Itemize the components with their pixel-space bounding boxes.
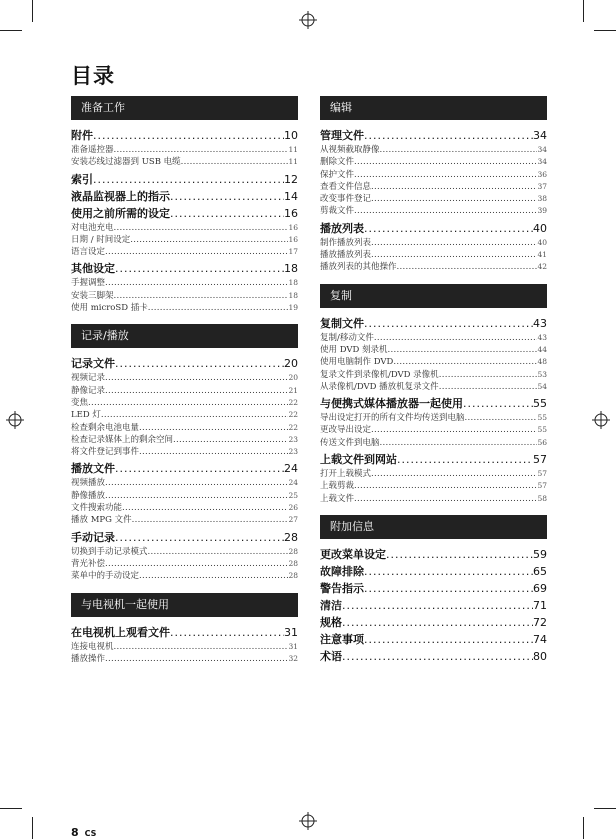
section-header: 复制 — [320, 284, 547, 308]
toc-subentry-title: 使用 DVD 刻录机 — [320, 344, 388, 355]
toc-entry-title: 液晶监视器上的指示 — [71, 189, 170, 203]
toc-subentry[interactable] — [71, 502, 298, 514]
toc-leader — [148, 546, 289, 558]
toc-leader — [132, 514, 289, 526]
toc-entry-page: 40 — [533, 221, 547, 235]
toc-subentry-title: 保护文件 — [320, 169, 355, 180]
toc-subentry-title: 上载剪裁 — [320, 481, 355, 492]
toc-leader — [170, 205, 284, 222]
toc-subentry-title: 文件搜索功能 — [71, 503, 123, 514]
toc-leader — [439, 381, 538, 393]
toc-leader — [374, 332, 538, 344]
toc-leader — [371, 249, 537, 261]
toc-subentry-title: 打开上载模式 — [320, 469, 372, 480]
toc-entry[interactable] — [320, 580, 547, 597]
toc-leader — [114, 290, 289, 302]
toc-entry-page: 14 — [284, 189, 298, 203]
toc-entry[interactable] — [71, 355, 298, 372]
toc-subentry-title: 视频播放 — [71, 478, 106, 489]
toc-leader — [380, 437, 538, 449]
toc-leader — [371, 237, 537, 249]
toc-subentry[interactable] — [71, 246, 298, 258]
toc-leader — [105, 477, 288, 489]
toc-leader — [371, 468, 537, 480]
toc-subentry-page: 28 — [288, 546, 298, 556]
toc-entry-page: 16 — [284, 206, 298, 220]
toc-subentry-page: 41 — [537, 250, 547, 260]
toc-subentry-page: 42 — [537, 262, 547, 272]
toc-leader — [114, 144, 289, 156]
toc-right-column — [320, 96, 547, 665]
toc-leader — [105, 558, 288, 570]
toc-subentry-title: 将文件登记到事件 — [71, 447, 140, 458]
toc-entry-title: 记录文件 — [71, 357, 115, 371]
toc-subentry-page: 28 — [288, 571, 298, 581]
toc-entry[interactable] — [71, 529, 298, 546]
toc-subentry-title: 使用电脑制作 DVD — [320, 357, 394, 368]
toc-leader — [354, 156, 537, 168]
toc-entry-page: 20 — [284, 357, 298, 371]
toc-subentry-title: 播放播放列表 — [320, 250, 372, 261]
toc-subentry[interactable] — [71, 422, 298, 434]
toc-subentry-title: 播放操作 — [71, 653, 106, 664]
toc-subentry-page: 39 — [537, 206, 547, 216]
toc-subentry[interactable] — [320, 480, 547, 492]
toc-subentry-title: 使用 microSD 插卡 — [71, 303, 148, 314]
toc-subentry-page: 58 — [537, 493, 547, 503]
toc-leader — [364, 220, 533, 237]
toc-subentry-page: 32 — [288, 653, 298, 663]
toc-subentry-title: 语言设定 — [71, 247, 106, 258]
toc-subentry[interactable] — [320, 424, 547, 436]
toc-entry-page: 59 — [533, 547, 547, 561]
toc-subentry-page: 11 — [288, 145, 298, 154]
toc-entry[interactable] — [71, 127, 298, 144]
toc-entry[interactable] — [71, 624, 298, 641]
toc-subentry-title: 从录像机/DVD 播放机复录文件 — [320, 381, 439, 392]
toc-subentry-title: 改变事件登记 — [320, 194, 372, 205]
toc-leader — [115, 355, 284, 372]
toc-subentry-title: 连接电视机 — [71, 641, 114, 652]
registration-mark-icon — [592, 411, 610, 429]
toc-entry-page: 34 — [533, 129, 547, 142]
section-header: 编辑 — [320, 96, 547, 120]
toc-subentry-page: 11 — [288, 157, 298, 167]
toc-section — [320, 284, 547, 505]
toc-leader — [354, 493, 537, 505]
toc-subentry[interactable] — [320, 193, 547, 205]
toc-leader — [364, 631, 533, 648]
toc-subentry[interactable] — [320, 156, 547, 168]
toc-subentry[interactable] — [320, 437, 547, 449]
toc-entry-title: 播放文件 — [71, 462, 115, 476]
toc-leader — [170, 188, 284, 205]
toc-left-column — [71, 96, 298, 665]
toc-subentry-page: 34 — [537, 157, 547, 167]
toc-leader — [122, 502, 288, 514]
toc-subentry-title: 安装芯线过滤器到 USB 电缆 — [71, 157, 181, 168]
toc-entry-title: 故障排除 — [320, 564, 364, 578]
toc-entry-page: 80 — [533, 649, 547, 663]
toc-leader — [105, 490, 288, 502]
toc-section — [71, 593, 298, 666]
toc-subentry-page: 19 — [288, 303, 298, 313]
toc-leader — [371, 181, 537, 193]
section-header: 附加信息 — [320, 515, 547, 539]
toc-subentry-page: 48 — [537, 357, 547, 367]
toc-subentry[interactable] — [320, 261, 547, 273]
toc-leader — [105, 277, 288, 289]
toc-subentry[interactable] — [71, 653, 298, 665]
toc-subentry-title: LED 灯 — [71, 410, 101, 421]
toc-entry-page: 43 — [533, 316, 547, 330]
toc-leader — [354, 169, 537, 181]
toc-subentry[interactable] — [320, 493, 547, 505]
toc-subentry[interactable] — [71, 477, 298, 489]
toc-subentry-page: 16 — [288, 234, 298, 244]
toc-entry[interactable] — [320, 614, 547, 631]
page-number: 8 — [71, 826, 79, 839]
toc-leader — [148, 302, 289, 314]
toc-subentry[interactable] — [320, 356, 547, 368]
toc-subentry-page: 16 — [288, 222, 298, 232]
toc-leader — [181, 156, 289, 168]
toc-subentry[interactable] — [320, 144, 547, 156]
toc-leader — [388, 344, 538, 356]
toc-subentry[interactable] — [71, 302, 298, 314]
toc-entry-page: 69 — [533, 581, 547, 595]
toc-subentry-page: 22 — [288, 410, 298, 420]
toc-subentry[interactable] — [320, 181, 547, 193]
toc-entry-title: 索引 — [71, 172, 93, 186]
toc-leader — [105, 246, 288, 258]
toc-leader — [88, 397, 288, 409]
toc-subentry[interactable] — [71, 570, 298, 582]
toc-leader — [354, 480, 537, 492]
toc-entry[interactable] — [320, 597, 547, 614]
toc-subentry-page: 43 — [537, 332, 547, 342]
toc-leader — [170, 624, 284, 641]
toc-leader — [130, 234, 288, 246]
toc-subentry[interactable] — [320, 344, 547, 356]
registration-mark-icon — [6, 411, 24, 429]
toc-subentry[interactable] — [71, 372, 298, 384]
toc-leader — [371, 424, 537, 436]
toc-leader — [393, 356, 537, 368]
toc-entry-page: 72 — [533, 615, 547, 629]
toc-entry-title: 注意事项 — [320, 632, 364, 646]
toc-leader — [115, 260, 284, 277]
toc-entry-page: 12 — [284, 172, 298, 186]
toc-leader — [139, 446, 288, 458]
toc-subentry[interactable] — [320, 205, 547, 217]
toc-entry-page: 28 — [284, 530, 298, 544]
toc-entry-title: 手动记录 — [71, 530, 115, 544]
toc-subentry-page: 55 — [537, 425, 547, 435]
toc-subentry[interactable] — [71, 409, 298, 421]
toc-subentry[interactable] — [320, 369, 547, 381]
toc-subentry-page: 20 — [288, 373, 298, 383]
toc-leader — [386, 546, 533, 563]
toc-subentry-title: 安装三脚架 — [71, 290, 114, 301]
registration-mark-icon — [299, 812, 317, 830]
toc-leader — [342, 648, 533, 665]
toc-leader — [93, 171, 284, 188]
toc-entry[interactable] — [71, 260, 298, 277]
toc-leader — [105, 372, 288, 384]
toc-leader — [101, 409, 289, 421]
toc-subentry-page: 40 — [537, 237, 547, 247]
toc-leader — [364, 563, 533, 580]
toc-leader — [139, 570, 288, 582]
toc-subentry[interactable] — [71, 222, 298, 234]
toc-subentry-page: 44 — [537, 344, 547, 354]
toc-subentry-page: 21 — [288, 385, 298, 395]
toc-subentry-page: 53 — [537, 369, 547, 379]
toc-entry[interactable] — [71, 188, 298, 205]
toc-entry-title: 更改菜单设定 — [320, 547, 386, 561]
toc-entry-title: 使用之前所需的设定 — [71, 206, 170, 220]
toc-entry-page: 65 — [533, 564, 547, 578]
toc-subentry-page: 27 — [288, 515, 298, 525]
toc-section — [71, 96, 298, 314]
toc-subentry[interactable] — [71, 144, 298, 156]
toc-leader — [439, 369, 538, 381]
toc-subentry[interactable] — [71, 641, 298, 653]
toc-subentry[interactable] — [71, 434, 298, 446]
toc-subentry-title: 删除文件 — [320, 157, 355, 168]
toc-leader — [463, 395, 533, 412]
toc-subentry-title: 查看文件信息 — [320, 181, 372, 192]
toc-leader — [115, 460, 284, 477]
toc-subentry-page: 37 — [537, 181, 547, 191]
toc-subentry[interactable] — [71, 385, 298, 397]
toc-subentry[interactable] — [71, 234, 298, 246]
toc-subentry-title: 手握调整 — [71, 278, 106, 289]
toc-subentry-page: 57 — [537, 469, 547, 479]
toc-entry-title: 与便携式媒体播放器一起使用 — [320, 397, 463, 411]
toc-subentry-title: 日期 / 时间设定 — [71, 234, 131, 245]
toc-entry[interactable] — [320, 127, 547, 144]
toc-entry[interactable] — [320, 451, 547, 468]
toc-subentry-page: 55 — [537, 413, 547, 423]
toc-subentry[interactable] — [320, 412, 547, 424]
toc-subentry-title: 检查剩余电池电量 — [71, 422, 140, 433]
toc-subentry[interactable] — [320, 169, 547, 181]
toc-entry[interactable] — [71, 205, 298, 222]
toc-subentry[interactable] — [71, 490, 298, 502]
toc-entry[interactable] — [320, 395, 547, 412]
toc-subentry-title: 切换到手动记录模式 — [71, 546, 148, 557]
toc-subentry[interactable] — [71, 546, 298, 558]
toc-section — [320, 515, 547, 665]
toc-subentry[interactable] — [71, 397, 298, 409]
toc-subentry-page: 54 — [537, 381, 547, 391]
toc-leader — [397, 451, 533, 468]
section-header: 与电视机一起使用 — [71, 593, 298, 617]
toc-entry-title: 附件 — [71, 129, 93, 142]
toc-entry-page: 55 — [533, 397, 547, 411]
toc-subentry[interactable] — [71, 514, 298, 526]
toc-leader — [397, 261, 538, 273]
toc-subentry-title: 背光补偿 — [71, 558, 106, 569]
toc-subentry-title: 检查记录媒体上的剩余空间 — [71, 434, 174, 445]
toc-leader — [105, 653, 288, 665]
toc-subentry-page: 18 — [288, 278, 298, 288]
toc-entry[interactable] — [320, 315, 547, 332]
toc-entry-page: 18 — [284, 262, 298, 276]
toc-entry-page: 57 — [533, 453, 547, 467]
toc-subentry-title: 传送文件到电脑 — [320, 437, 380, 448]
toc-entry-page: 71 — [533, 598, 547, 612]
toc-subentry[interactable] — [320, 237, 547, 249]
toc-subentry[interactable] — [71, 558, 298, 570]
toc-subentry-page: 24 — [288, 478, 298, 488]
toc-entry-title: 上载文件到网站 — [320, 453, 397, 467]
toc-leader — [364, 315, 533, 332]
toc-subentry-title: 更改导出设定 — [320, 425, 372, 436]
toc-subentry-page: 56 — [537, 437, 547, 447]
toc-subentry-page: 17 — [288, 247, 298, 257]
toc-subentry-page: 34 — [537, 145, 547, 154]
toc-entry-title: 其他设定 — [71, 262, 115, 276]
toc-subentry[interactable] — [71, 446, 298, 458]
toc-subentry-page: 23 — [288, 447, 298, 457]
toc-subentry-page: 28 — [288, 558, 298, 568]
toc-entry-title: 清洁 — [320, 598, 342, 612]
toc-entry-title: 播放列表 — [320, 221, 364, 235]
toc-subentry-page: 25 — [288, 490, 298, 500]
toc-section — [320, 96, 547, 274]
toc-subentry-page: 22 — [288, 397, 298, 407]
page-title: 目录 — [71, 64, 115, 88]
toc-subentry-title: 静像播放 — [71, 490, 106, 501]
toc-subentry[interactable] — [71, 277, 298, 289]
toc-leader — [173, 434, 288, 446]
section-header: 记录/播放 — [71, 324, 298, 348]
toc-entry[interactable] — [320, 546, 547, 563]
toc-subentry-title: 剪裁文件 — [320, 206, 355, 217]
toc-entry[interactable] — [71, 171, 298, 188]
toc-subentry-page: 18 — [288, 290, 298, 300]
toc-leader — [354, 205, 537, 217]
toc-subentry-page: 23 — [288, 434, 298, 444]
toc-leader — [105, 385, 288, 397]
toc-entry-title: 规格 — [320, 615, 342, 629]
toc-subentry-page: 26 — [288, 503, 298, 513]
toc-leader — [364, 580, 533, 597]
toc-subentry-title: 从视频截取静像 — [320, 145, 380, 155]
toc-subentry-title: 复录文件到录像机/DVD 录像机 — [320, 369, 439, 380]
toc-subentry[interactable] — [320, 381, 547, 393]
registration-mark-icon — [299, 11, 317, 29]
toc-entry[interactable] — [320, 648, 547, 665]
toc-subentry-title: 菜单中的手动设定 — [71, 571, 140, 582]
toc-subentry-title: 对电池充电 — [71, 222, 114, 233]
toc-subentry-page: 36 — [537, 169, 547, 179]
language-code: CS — [84, 829, 97, 838]
toc-entry-page: 31 — [284, 625, 298, 639]
toc-leader — [364, 127, 533, 144]
toc-entry-page: 74 — [533, 632, 547, 646]
toc-subentry[interactable] — [320, 332, 547, 344]
toc-subentry-page: 38 — [537, 194, 547, 204]
toc-entry-page: 10 — [284, 129, 298, 142]
toc-subentry-title: 制作播放列表 — [320, 237, 372, 248]
toc-entry-title: 管理文件 — [320, 129, 364, 142]
toc-subentry-title: 复制/移动文件 — [320, 332, 374, 343]
toc-subentry-title: 播放列表的其他操作 — [320, 262, 397, 273]
toc-entry-title: 术语 — [320, 649, 342, 663]
page-footer — [71, 826, 96, 839]
toc-leader — [114, 641, 289, 653]
toc-entry[interactable] — [320, 563, 547, 580]
toc-subentry[interactable] — [71, 156, 298, 168]
toc-subentry-title: 播放 MPG 文件 — [71, 515, 132, 526]
toc-leader — [380, 144, 538, 156]
toc-leader — [139, 422, 288, 434]
section-header: 准备工作 — [71, 96, 298, 120]
toc-leader — [93, 127, 284, 144]
toc-entry-title: 复制文件 — [320, 316, 364, 330]
toc-subentry[interactable] — [320, 249, 547, 261]
toc-section — [71, 324, 298, 582]
toc-subentry-title: 导出设定打开的所有文件均传送到电脑 — [320, 413, 465, 424]
toc-entry-title: 警告指示 — [320, 581, 364, 595]
toc-entry-title: 在电视机上观看文件 — [71, 625, 170, 639]
toc-leader — [114, 222, 289, 234]
toc-subentry[interactable] — [71, 290, 298, 302]
toc-subentry-title: 准备遥控器 — [71, 145, 114, 155]
toc-subentry-page: 57 — [537, 481, 547, 491]
toc-subentry-page: 31 — [288, 641, 298, 651]
toc-entry[interactable] — [71, 460, 298, 477]
toc-leader — [342, 614, 533, 631]
toc-leader — [342, 597, 533, 614]
toc-entry-page: 24 — [284, 462, 298, 476]
toc-entry[interactable] — [320, 631, 547, 648]
toc-leader — [371, 193, 537, 205]
toc-subentry-title: 视频记录 — [71, 373, 106, 384]
toc-entry[interactable] — [320, 220, 547, 237]
toc-subentry[interactable] — [320, 468, 547, 480]
toc-subentry-title: 静像记录 — [71, 385, 106, 396]
toc-subentry-title: 上载文件 — [320, 493, 355, 504]
toc-leader — [115, 529, 284, 546]
toc-subentry-page: 22 — [288, 422, 298, 432]
toc-leader — [465, 412, 538, 424]
toc-subentry-title: 变焦 — [71, 397, 89, 408]
